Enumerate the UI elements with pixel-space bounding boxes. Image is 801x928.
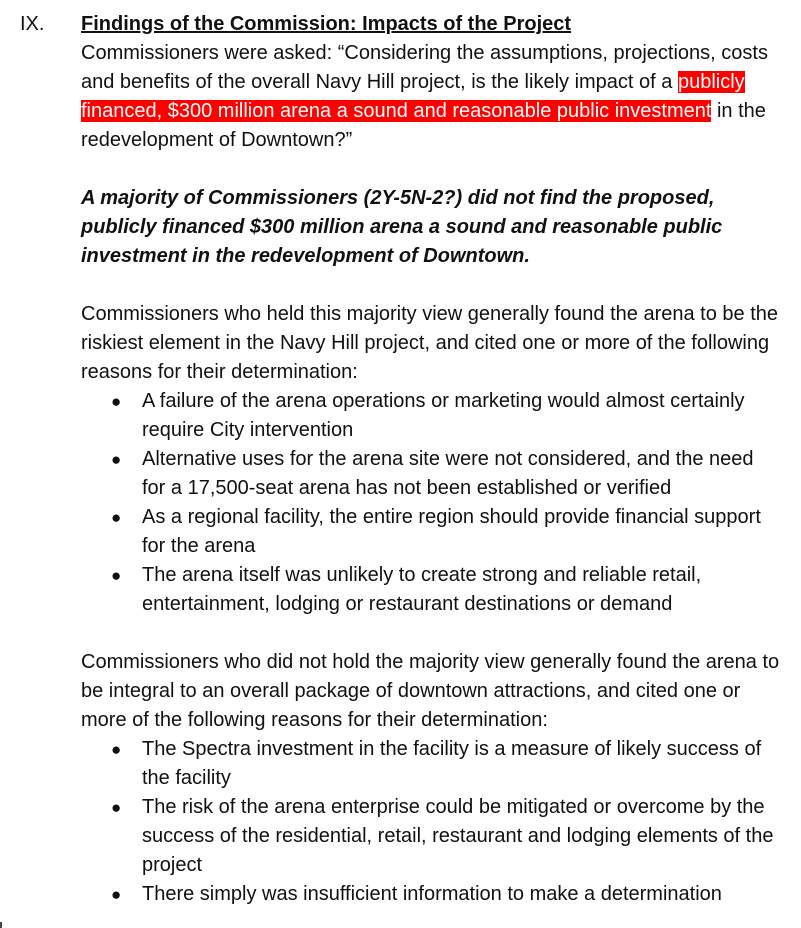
list-item-text: The Spectra investment in the facility is a measure of likely success of the facility bbox=[142, 738, 762, 789]
minority-reasons-list bbox=[81, 735, 781, 909]
list-item bbox=[111, 561, 781, 619]
bullet-icon: ● bbox=[111, 508, 122, 527]
section-number: IX. bbox=[20, 13, 45, 35]
majority-reasons-list bbox=[81, 387, 781, 619]
list-item bbox=[111, 880, 781, 909]
bullet-icon: ● bbox=[111, 885, 122, 904]
bullet-icon: ● bbox=[111, 392, 122, 411]
minority-intro: Commissioners who did not hold the majority view generally found the arena to be integral to an overall package of downtown attractions, and cited one or more of the following reasons for their determination: bbox=[81, 651, 780, 731]
highlighted-phrase: publicly financed, $300 million arena a sound and reasonable public investment bbox=[81, 71, 745, 122]
page-edge-mark bbox=[0, 922, 2, 928]
list-item bbox=[111, 735, 781, 793]
list-item-text: As a regional facility, the entire region should provide financial support for the arena bbox=[142, 506, 761, 557]
bullet-icon: ● bbox=[111, 450, 122, 469]
bullet-icon: ● bbox=[111, 740, 122, 759]
list-item-text: Alternative uses for the arena site were not considered, and the need for a 17,500-seat arena has not been established or verified bbox=[142, 448, 754, 499]
list-item-text: The arena itself was unlikely to create strong and reliable retail, entertainment, lodging or restaurant destinations or demand bbox=[142, 564, 702, 615]
list-item-text: There simply was insufficient information to make a determination bbox=[142, 883, 722, 905]
list-item bbox=[111, 503, 781, 561]
section-heading: Findings of the Commission: Impacts of the Project bbox=[81, 13, 572, 35]
finding-statement: A majority of Commissioners (2Y-5N-2?) did not find the proposed, publicly financed $300 million arena a sound and reasonable public investment in the redevelopment of Downtown. bbox=[81, 187, 723, 267]
majority-intro: Commissioners who held this majority view generally found the arena to be the riskiest element in the Navy Hill project, and cited one or more of the following reasons for their determination: bbox=[81, 303, 779, 383]
list-item bbox=[111, 793, 781, 880]
question-paragraph bbox=[81, 39, 781, 155]
question-text-before: Commissioners were asked: “Considering the assumptions, projections, costs and benefits of the overall Navy Hill project, is the likely impact of a bbox=[81, 42, 768, 93]
list-item bbox=[111, 445, 781, 503]
list-item-text: The risk of the arena enterprise could be mitigated or overcome by the success of the residential, retail, restaurant and lodging elements of the project bbox=[142, 796, 774, 876]
list-item-text: A failure of the arena operations or marketing would almost certainly require City intervention bbox=[142, 390, 745, 441]
question-text-after: in the redevelopment of Downtown?” bbox=[81, 100, 766, 151]
section-content bbox=[81, 10, 781, 909]
bullet-icon: ● bbox=[111, 566, 122, 585]
list-item bbox=[111, 387, 781, 445]
bullet-icon: ● bbox=[111, 798, 122, 817]
